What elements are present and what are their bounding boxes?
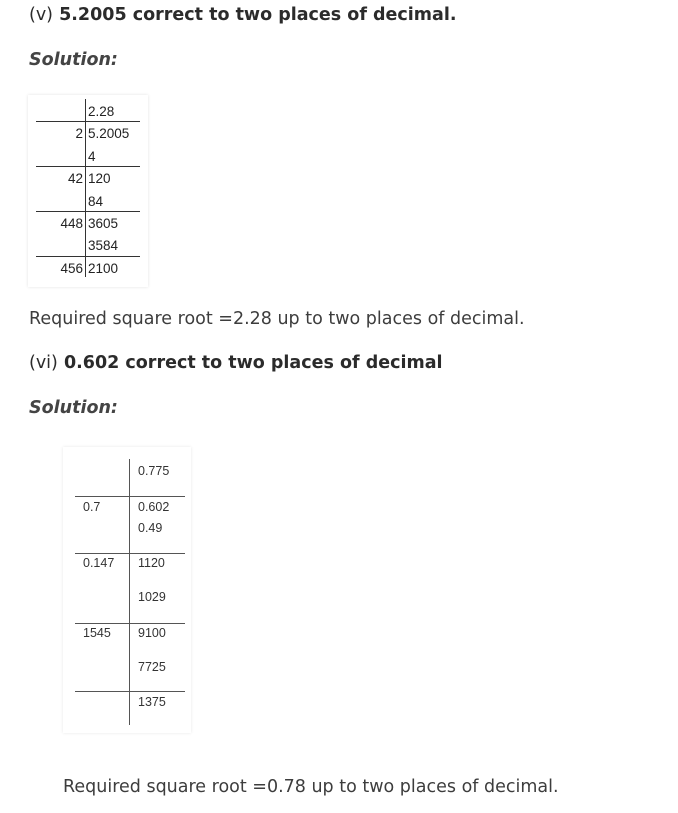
- subtrahend: 4: [88, 149, 96, 164]
- remainder-value: 1375: [138, 695, 166, 709]
- divisor: 456: [60, 261, 83, 276]
- subtrahend: 84: [88, 194, 104, 209]
- remainder-value: 3605: [88, 216, 119, 231]
- table-divider-vertical: [129, 459, 130, 725]
- question-v-tag: (v): [29, 5, 54, 25]
- long-division-table-v: [28, 95, 148, 287]
- dividend: 5.2005: [88, 126, 130, 141]
- remainder-value: 9100: [138, 626, 166, 640]
- subtrahend: 3584: [88, 238, 119, 253]
- question-v-heading: [29, 5, 457, 25]
- dividend: 0.602: [138, 500, 170, 514]
- question-v-title: 5.2005 correct to two places of decimal.: [59, 5, 457, 25]
- table-divider: [36, 166, 140, 167]
- table-divider: [75, 623, 185, 624]
- table-divider: [36, 256, 140, 257]
- table-divider: [75, 691, 185, 692]
- result-vi: Required square root =0.78 up to two places of decimal.: [63, 777, 559, 797]
- question-vi-tag: (vi): [29, 353, 58, 373]
- quotient: 0.775: [138, 464, 170, 478]
- solution-vi-label: Solution:: [29, 398, 118, 418]
- remainder-value: 1120: [138, 556, 165, 570]
- table-divider: [36, 211, 140, 212]
- quotient: 2.28: [88, 104, 115, 119]
- divisor: 2: [75, 126, 83, 141]
- divisor: 448: [60, 216, 83, 231]
- table-divider: [75, 496, 185, 497]
- divisor: 1545: [83, 626, 111, 640]
- remainder-value: 2100: [88, 261, 119, 276]
- divisor: 0.7: [83, 500, 101, 514]
- divisor: 42: [67, 171, 83, 186]
- table-divider: [36, 121, 140, 122]
- table-divider: [75, 553, 185, 554]
- table-divider-vertical: [85, 99, 86, 277]
- long-division-table-vi: [63, 447, 191, 733]
- remainder-value: 120: [88, 171, 111, 186]
- subtrahend: 7725: [138, 660, 166, 674]
- question-vi-heading: [29, 353, 443, 373]
- question-vi-title: 0.602 correct to two places of decimal: [63, 353, 443, 373]
- subtrahend: 1029: [138, 590, 166, 604]
- divisor: 0.147: [83, 556, 115, 570]
- solution-v-label: Solution:: [29, 50, 118, 70]
- subtrahend: 0.49: [138, 521, 163, 535]
- result-v: Required square root =2.28 up to two places of decimal.: [29, 309, 525, 329]
